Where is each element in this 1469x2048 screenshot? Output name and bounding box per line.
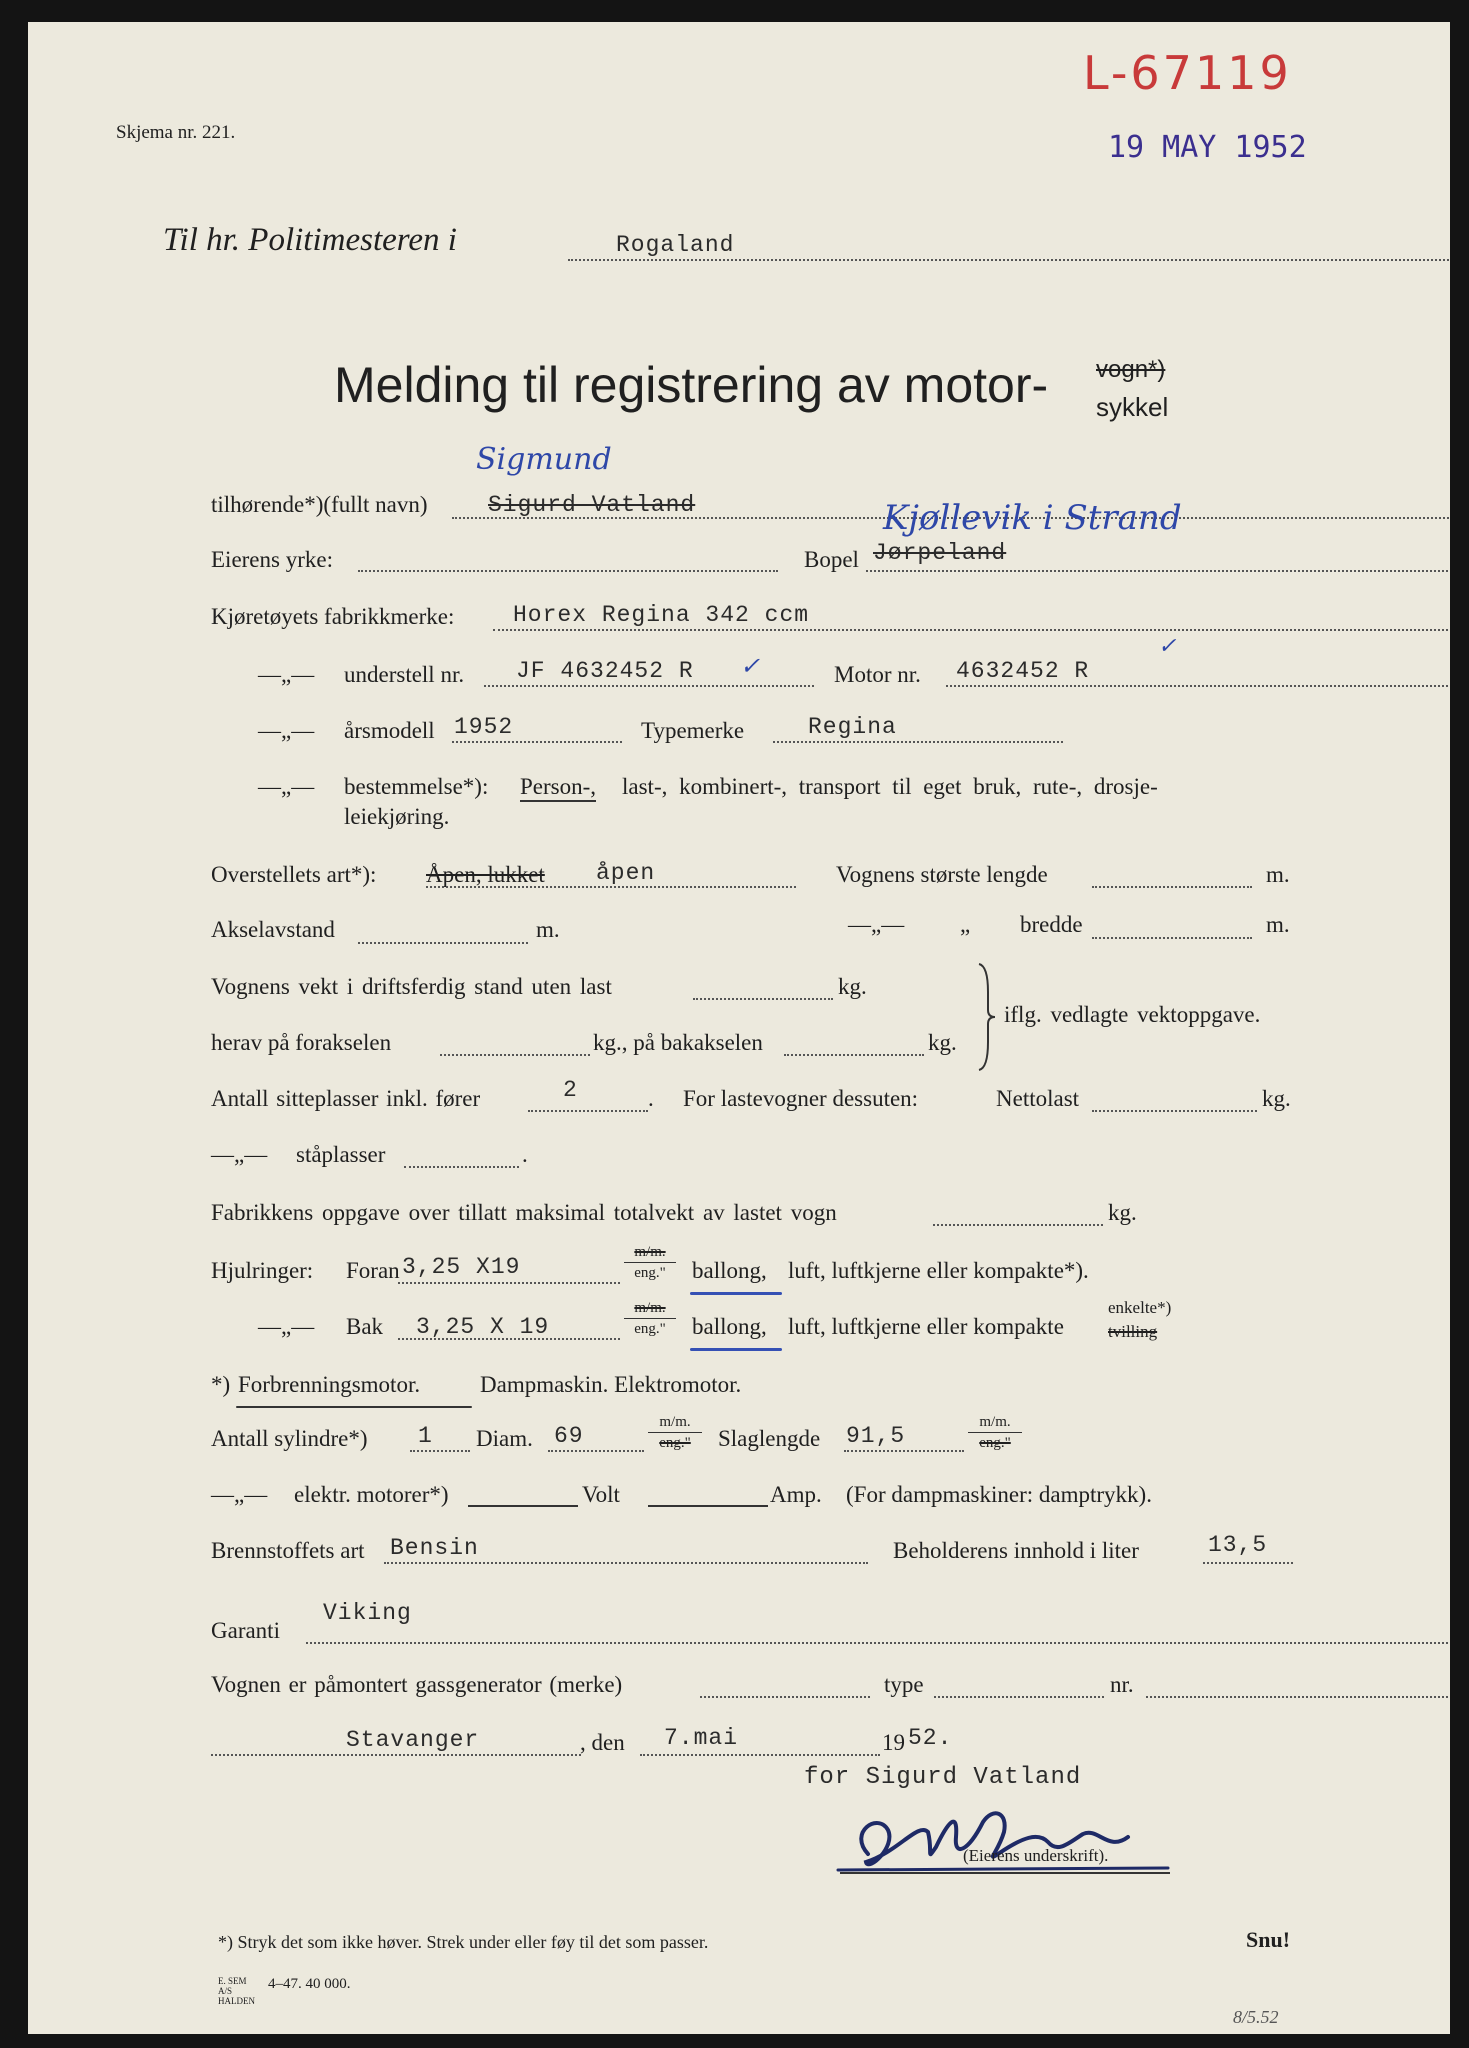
owner-name-correction: Sigmund [476, 442, 612, 477]
year-value: 52. [908, 1725, 953, 1751]
type-label: Typemerke [641, 718, 745, 743]
checkmark-chassis: ✓ [740, 652, 761, 680]
checkmark-engine: ✓ [1158, 634, 1177, 659]
rear-axle-unit: kg. [928, 1030, 957, 1055]
diam-value: 69 [554, 1423, 584, 1449]
ditto-standing: —„— [211, 1142, 268, 1167]
front-axle-line [440, 1054, 590, 1056]
date-line [640, 1754, 880, 1756]
net-load-line [1092, 1110, 1257, 1112]
wheels-front-unit-mm: m/m. [624, 1242, 676, 1263]
diam-line [548, 1450, 644, 1452]
stroke-value: 91,5 [846, 1423, 906, 1449]
electric-line [468, 1505, 578, 1507]
axle-line [358, 942, 528, 944]
wheels-front-type-selected: ballong, [692, 1258, 767, 1283]
owner-name-value [488, 492, 695, 518]
truck-label: For lastevogner dessuten: [683, 1086, 919, 1111]
blue-underline-front [690, 1292, 782, 1295]
wheels-rear-unit-eng: eng." [634, 1321, 666, 1337]
wheels-front-label: Foran [346, 1258, 400, 1283]
chassis-line [484, 685, 814, 687]
ditto-width: —„— [848, 912, 905, 937]
wheels-label: Hjulringer: [211, 1258, 314, 1283]
make-label: Kjøretøyets fabrikkmerke: [211, 604, 455, 629]
tank-label: Beholderens innhold i liter [893, 1538, 1139, 1563]
max-weight-unit: kg. [1108, 1200, 1137, 1225]
body-type-label: Overstellets art*): [211, 862, 377, 887]
residence-correction: Kjøllevik i Strand [883, 498, 1182, 538]
chassis-label: understell nr. [344, 662, 465, 687]
gas-generator-type-label: type [884, 1672, 924, 1697]
wheels-rear-type-options: luft, luftkjerne eller kompakte [788, 1314, 1064, 1339]
wheels-rear-unit-mm: m/m. [624, 1298, 676, 1319]
form-number: Skjema nr. 221. [116, 122, 236, 143]
signature-caption: (Eierens underskrift). [963, 1846, 1109, 1865]
residence-value: Jørpeland [873, 540, 1007, 566]
model-year-value: 1952 [454, 714, 514, 740]
addressee-prefix: Til hr. Politimesteren i [163, 222, 457, 258]
chassis-value: JF 4632452 R [516, 658, 694, 684]
guarantee-line [306, 1642, 1450, 1644]
wheels-twin-option: tvilling [1108, 1322, 1158, 1341]
length-label: Vognens største lengde [836, 862, 1048, 887]
title-option-sykkel: sykkel [1096, 392, 1169, 422]
place-line [211, 1754, 581, 1756]
volt-line [648, 1505, 768, 1507]
model-year-line [452, 741, 622, 743]
curb-weight-label: Vognens vekt i driftsferdig stand uten last [211, 974, 612, 999]
ditto-comma: „ [960, 912, 971, 937]
printer-mark: E. SEM A/S HALDEN [218, 1976, 255, 2006]
gas-generator-type-line [934, 1696, 1104, 1698]
make-line [493, 629, 1450, 631]
seats-label: Antall sitteplasser inkl. fører [211, 1086, 481, 1111]
curb-weight-line [693, 998, 833, 1000]
wheels-rear-unit [624, 1298, 676, 1339]
blue-underline-rear [690, 1348, 782, 1351]
date-label: , den [580, 1730, 625, 1755]
steam-note: (For dampmaskiner: damptrykk). [846, 1482, 1152, 1507]
archive-number: L-67119 [1083, 46, 1292, 100]
length-line [1092, 886, 1252, 888]
width-label: bredde [1020, 912, 1083, 937]
max-weight-label: Fabrikkens oppgave over tillatt maksimal totalvekt av lastet vogn [211, 1200, 837, 1225]
engine-value: 4632452 R [956, 658, 1090, 684]
wheels-front-line [398, 1282, 620, 1284]
owner-first-name-struck: Sigurd Vatland [488, 492, 696, 518]
print-code: 4–47. 40 000. [268, 1976, 351, 1992]
cylinders-line [410, 1450, 470, 1452]
purpose-selected: Person-, [520, 774, 596, 802]
wheels-single-option: enkelte*) [1108, 1298, 1172, 1317]
diam-label: Diam. [476, 1426, 533, 1451]
rear-axle-line [784, 1054, 924, 1056]
axle-label: Akselavstand [211, 917, 335, 942]
length-unit: m. [1266, 862, 1290, 887]
ditto-chassis: —„— [258, 662, 315, 687]
axle-unit: m. [536, 917, 560, 942]
standing-period: . [522, 1142, 528, 1167]
wheels-front-unit [624, 1242, 676, 1283]
amp-label: Amp. [770, 1482, 822, 1507]
wheels-rear-label: Bak [346, 1314, 384, 1339]
diam-unit-mm: m/m. [648, 1412, 702, 1433]
engine-type-options: Dampmaskin. Elektromotor. [480, 1372, 742, 1397]
stroke-unit [968, 1412, 1022, 1453]
gas-generator-label: Vognen er påmontert gassgenerator (merke) [211, 1672, 623, 1697]
engine-line [946, 685, 1450, 687]
fuel-type-label: Brennstoffets art [211, 1538, 365, 1563]
guarantee-value: Viking [323, 1600, 412, 1626]
stroke-line [844, 1450, 964, 1452]
turn-over: Snu! [1246, 1927, 1291, 1952]
purpose-label: bestemmelse*): [344, 774, 489, 799]
ditto-model-year: —„— [258, 718, 315, 743]
engine-type-underline [236, 1406, 472, 1408]
type-line [773, 741, 1063, 743]
make-value: Horex Regina 342 ccm [513, 602, 810, 628]
title-option-vogn: vogn*) [1096, 356, 1166, 383]
standing-label: ståplasser [296, 1142, 386, 1167]
width-line [1092, 937, 1252, 939]
engine-types-prefix: *) [211, 1372, 231, 1397]
stroke-label: Slaglengde [718, 1426, 821, 1451]
rear-axle-label: kg., på bakakselen [593, 1030, 763, 1055]
corner-pencil-note: 8/5.52 [1233, 2007, 1279, 2027]
front-axle-label: herav på forakselen [211, 1030, 392, 1055]
wheels-rear-value: 3,25 X 19 [416, 1314, 550, 1340]
gas-generator-nr-label: nr. [1110, 1672, 1134, 1697]
wheels-front-value: 3,25 X19 [402, 1254, 521, 1280]
wheels-front-unit-eng: eng." [634, 1265, 666, 1281]
date-value: 7.mai [664, 1725, 739, 1751]
on-behalf-of: for Sigurd Vatland [804, 1764, 1082, 1791]
seats-line [528, 1110, 648, 1112]
wheels-rear-type-selected: ballong, [692, 1314, 767, 1339]
year-prefix: 19 [882, 1730, 905, 1755]
seats-period: . [648, 1086, 654, 1111]
net-load-label: Nettolast [996, 1086, 1080, 1111]
gas-generator-nr-line [1146, 1696, 1450, 1698]
model-year-label: årsmodell [344, 718, 435, 743]
diam-unit-eng: eng." [659, 1435, 691, 1451]
curb-weight-unit: kg. [838, 974, 867, 999]
gas-generator-line [700, 1696, 870, 1698]
residence-label: Bopel [804, 547, 859, 572]
fuel-type-value: Bensin [390, 1535, 479, 1561]
type-value: Regina [808, 714, 897, 740]
purpose-continuation: leiekjøring. [344, 804, 450, 829]
ditto-purpose: —„— [258, 774, 315, 799]
occupation-label: Eierens yrke: [211, 547, 333, 572]
body-type-line [426, 886, 796, 888]
signature-place: Stavanger [346, 1727, 480, 1753]
body-type-value: åpen [596, 860, 656, 886]
ditto-electric: —„— [211, 1482, 268, 1507]
engine-label: Motor nr. [834, 662, 921, 687]
registration-form [28, 22, 1450, 2034]
max-weight-line [933, 1224, 1103, 1226]
tank-value: 13,5 [1208, 1532, 1268, 1558]
stroke-unit-eng: eng." [979, 1435, 1011, 1451]
owner-name-label: tilhørende*)(fullt navn) [211, 492, 428, 517]
tank-line [1203, 1562, 1293, 1564]
residence-line [866, 570, 1450, 572]
body-type-options: Åpen, lukket [426, 862, 545, 887]
weight-brace-icon [976, 962, 998, 1072]
form-title: Melding til registrering av motor- [334, 357, 1049, 413]
volt-label: Volt [582, 1482, 620, 1507]
seats-value: 2 [563, 1077, 578, 1103]
handwritten-signature [808, 1792, 1188, 1892]
electric-label: elektr. motorer*) [294, 1482, 449, 1507]
occupation-line [358, 570, 778, 572]
net-load-unit: kg. [1262, 1086, 1291, 1111]
weight-note: iflg. vedlagte vektoppgave. [1004, 1002, 1261, 1027]
wheels-front-type-options: luft, luftkjerne eller kompakte*). [788, 1258, 1089, 1283]
engine-type-selected: Forbrenningsmotor. [238, 1372, 421, 1397]
purpose-options: last-, kombinert-, transport til eget bruk, rute-, drosje- [622, 774, 1158, 799]
received-stamp: 19 MAY 1952 [1108, 130, 1307, 165]
footer-note: *) Stryk det som ikke høver. Strek under eller føy til det som passer. [218, 1932, 709, 1952]
ditto-rear-wheels: —„— [258, 1314, 315, 1339]
stroke-unit-mm: m/m. [968, 1412, 1022, 1433]
width-unit: m. [1266, 912, 1290, 937]
fuel-type-line [384, 1562, 868, 1564]
addressee-line [568, 259, 1450, 261]
guarantee-label: Garanti [211, 1618, 280, 1643]
diam-unit [648, 1412, 702, 1453]
signature-line [840, 1872, 1170, 1874]
cylinders-label: Antall sylindre*) [211, 1426, 368, 1451]
standing-line [404, 1166, 519, 1168]
addressee-district: Rogaland [616, 232, 735, 258]
cylinders-value: 1 [418, 1423, 433, 1449]
